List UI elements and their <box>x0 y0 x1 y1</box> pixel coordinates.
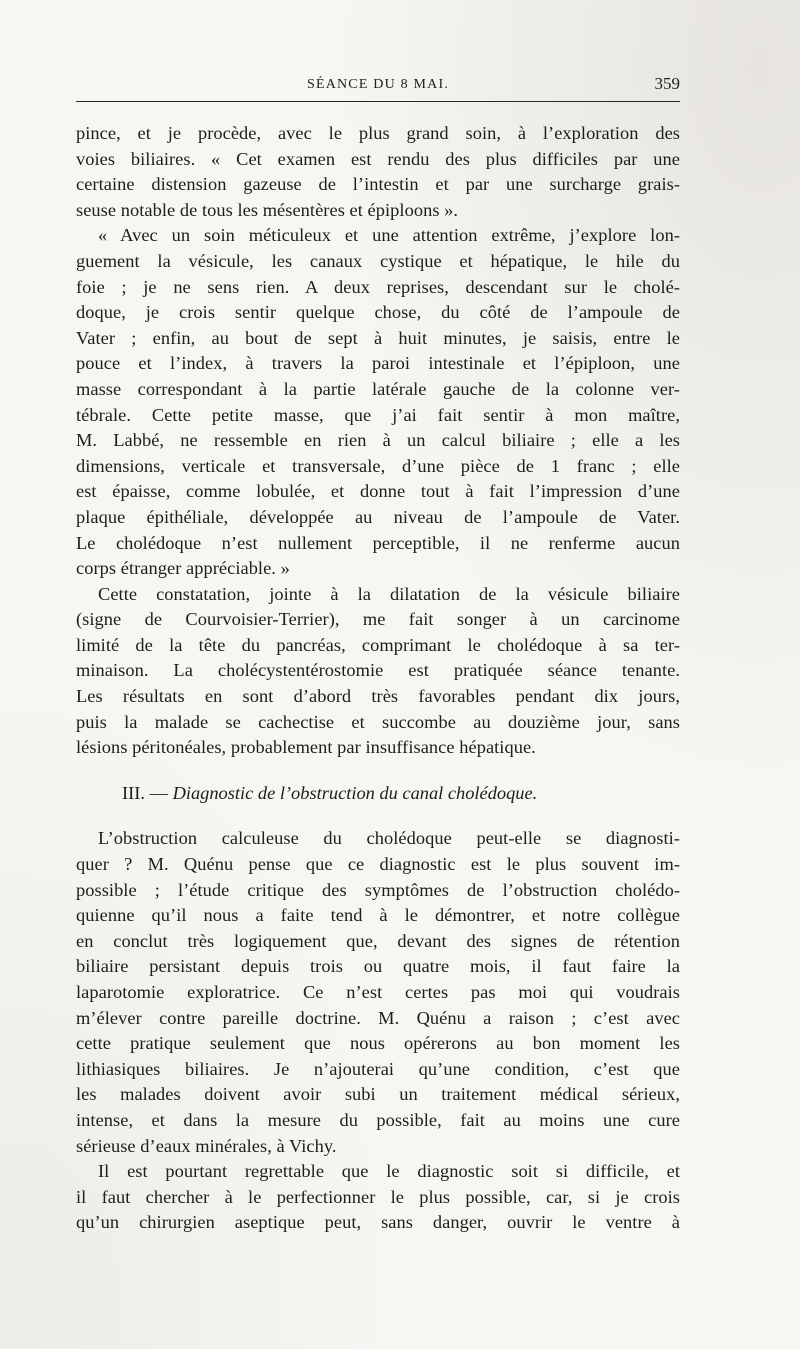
text-line: lésions péritonéales, probablement par insuffisance hépatique. <box>76 737 536 758</box>
running-head <box>76 74 680 98</box>
text-line: « Avec un soin méticuleux et une attention extrême, j’explore lon- <box>98 225 680 246</box>
text-line: pouce et l’index, à travers la paroi intestinale et l’épiploon, une <box>76 353 680 374</box>
text-line: Le cholédoque n’est nullement perceptible, il ne renferme aucun <box>76 532 680 553</box>
section-numeral: III. — <box>122 782 173 803</box>
text-line: en conclut très logiquement que, devant des signes de rétention <box>76 930 680 951</box>
text-line: foie ; je ne sens rien. A deux reprises, descendant sur le cholé- <box>76 276 680 297</box>
text-line: possible ; l’étude critique des symptômes de l’obstruction cholédo- <box>76 879 680 900</box>
text-line: L’obstruction calculeuse du cholédoque peut-elle se diagnosti- <box>98 828 680 849</box>
text-line: quer ? M. Quénu pense que ce diagnostic est le plus souvent im- <box>76 854 680 875</box>
body-text <box>76 121 680 1236</box>
text-line: lithiasiques biliaires. Je n’ajouterai qu’une condition, c’est que <box>76 1058 680 1079</box>
paragraph-3 <box>76 582 680 761</box>
text-line: seuse notable de tous les mésentères et épiploons ». <box>76 199 459 220</box>
text-line: qu’un chirurgien aseptique peut, sans danger, ouvrir le ventre à <box>76 1212 680 1233</box>
section-heading <box>76 781 680 807</box>
text-line: est épaisse, comme lobulée, et donne tout à fait l’impression d’une <box>76 481 680 502</box>
header-rule <box>76 101 680 102</box>
text-line: laparotomie exploratrice. Ce n’est certes pas moi qui voudrais <box>76 982 680 1002</box>
text-line: doque, je crois sentir quelque chose, du côté de l’ampoule de <box>76 302 680 323</box>
text-line: m’élever contre pareille doctrine. M. Quénu a raison ; c’est avec <box>76 1007 680 1028</box>
text-line: cette pratique seulement que nous opérerons au bon moment les <box>76 1033 680 1054</box>
section-title: Diagnostic de l’obstruction du canal cholédoque. <box>172 782 538 803</box>
text-line: limité de la tête du pancréas, comprimant le cholédoque à sa ter- <box>76 634 680 655</box>
text-line: quienne qu’il nous a faite tend à le démontrer, et notre collègue <box>76 905 680 926</box>
text-line: puis la malade se cachectise et succombe au douzième jour, sans <box>76 711 680 732</box>
text-line: tébrale. Cette petite masse, que j’ai fait sentir à mon maître, <box>76 404 680 425</box>
text-line: minaison. La cholécystentérostomie est pratiquée séance tenante. <box>76 660 680 681</box>
text-line: Vater ; enfin, au bout de sept à huit minutes, je saisis, entre le <box>76 327 680 348</box>
text-line: les malades doivent avoir subi un traitement médical sérieux, <box>76 1084 680 1105</box>
text-line: certaine distension gazeuse de l’intestin et par une surcharge grais- <box>76 174 680 195</box>
running-title: SÉANCE DU 8 MAI. <box>306 77 450 92</box>
text-line: masse correspondant à la partie latérale gauche de la colonne ver- <box>76 378 680 399</box>
text-line: sérieuse d’eaux minérales, à Vichy. <box>76 1135 337 1156</box>
text-line: voies biliaires. « Cet examen est rendu des plus difficiles par une <box>76 148 680 169</box>
page-number: 359 <box>654 74 680 93</box>
text-line: il faut chercher à le perfectionner le plus possible, car, si je crois <box>76 1186 680 1207</box>
text-line: guement la vésicule, les canaux cystique et hépatique, le hile du <box>76 250 680 271</box>
text-line: plaque épithéliale, développée au niveau de l’ampoule de Vater. <box>76 506 680 527</box>
text-line: Cette constatation, jointe à la dilatation de la vésicule biliaire <box>98 583 680 604</box>
paragraph-1 <box>76 121 680 223</box>
text-line: (signe de Courvoisier-Terrier), me fait songer à un carcinome <box>76 609 680 630</box>
text-line: Les résultats en sont d’abord très favorables pendant dix jours, <box>76 686 680 707</box>
paragraph-2 <box>76 223 680 581</box>
paragraph-4 <box>76 826 680 1159</box>
text-line: biliaire persistant depuis trois ou quatre mois, il faut faire la <box>76 956 680 977</box>
text-line: pince, et je procède, avec le plus grand soin, à l’exploration des <box>76 123 680 143</box>
text-line: dimensions, verticale et transversale, d’une pièce de 1 franc ; elle <box>76 455 680 476</box>
text-line: Il est pourtant regrettable que le diagnostic soit si difficile, et <box>98 1161 680 1182</box>
text-line: M. Labbé, ne ressemble en rien à un calcul biliaire ; elle a les <box>76 430 680 451</box>
text-line: corps étranger appréciable. » <box>76 558 290 579</box>
paragraph-5 <box>76 1159 680 1236</box>
text-line: intense, et dans la mesure du possible, fait au moins une cure <box>76 1109 680 1130</box>
